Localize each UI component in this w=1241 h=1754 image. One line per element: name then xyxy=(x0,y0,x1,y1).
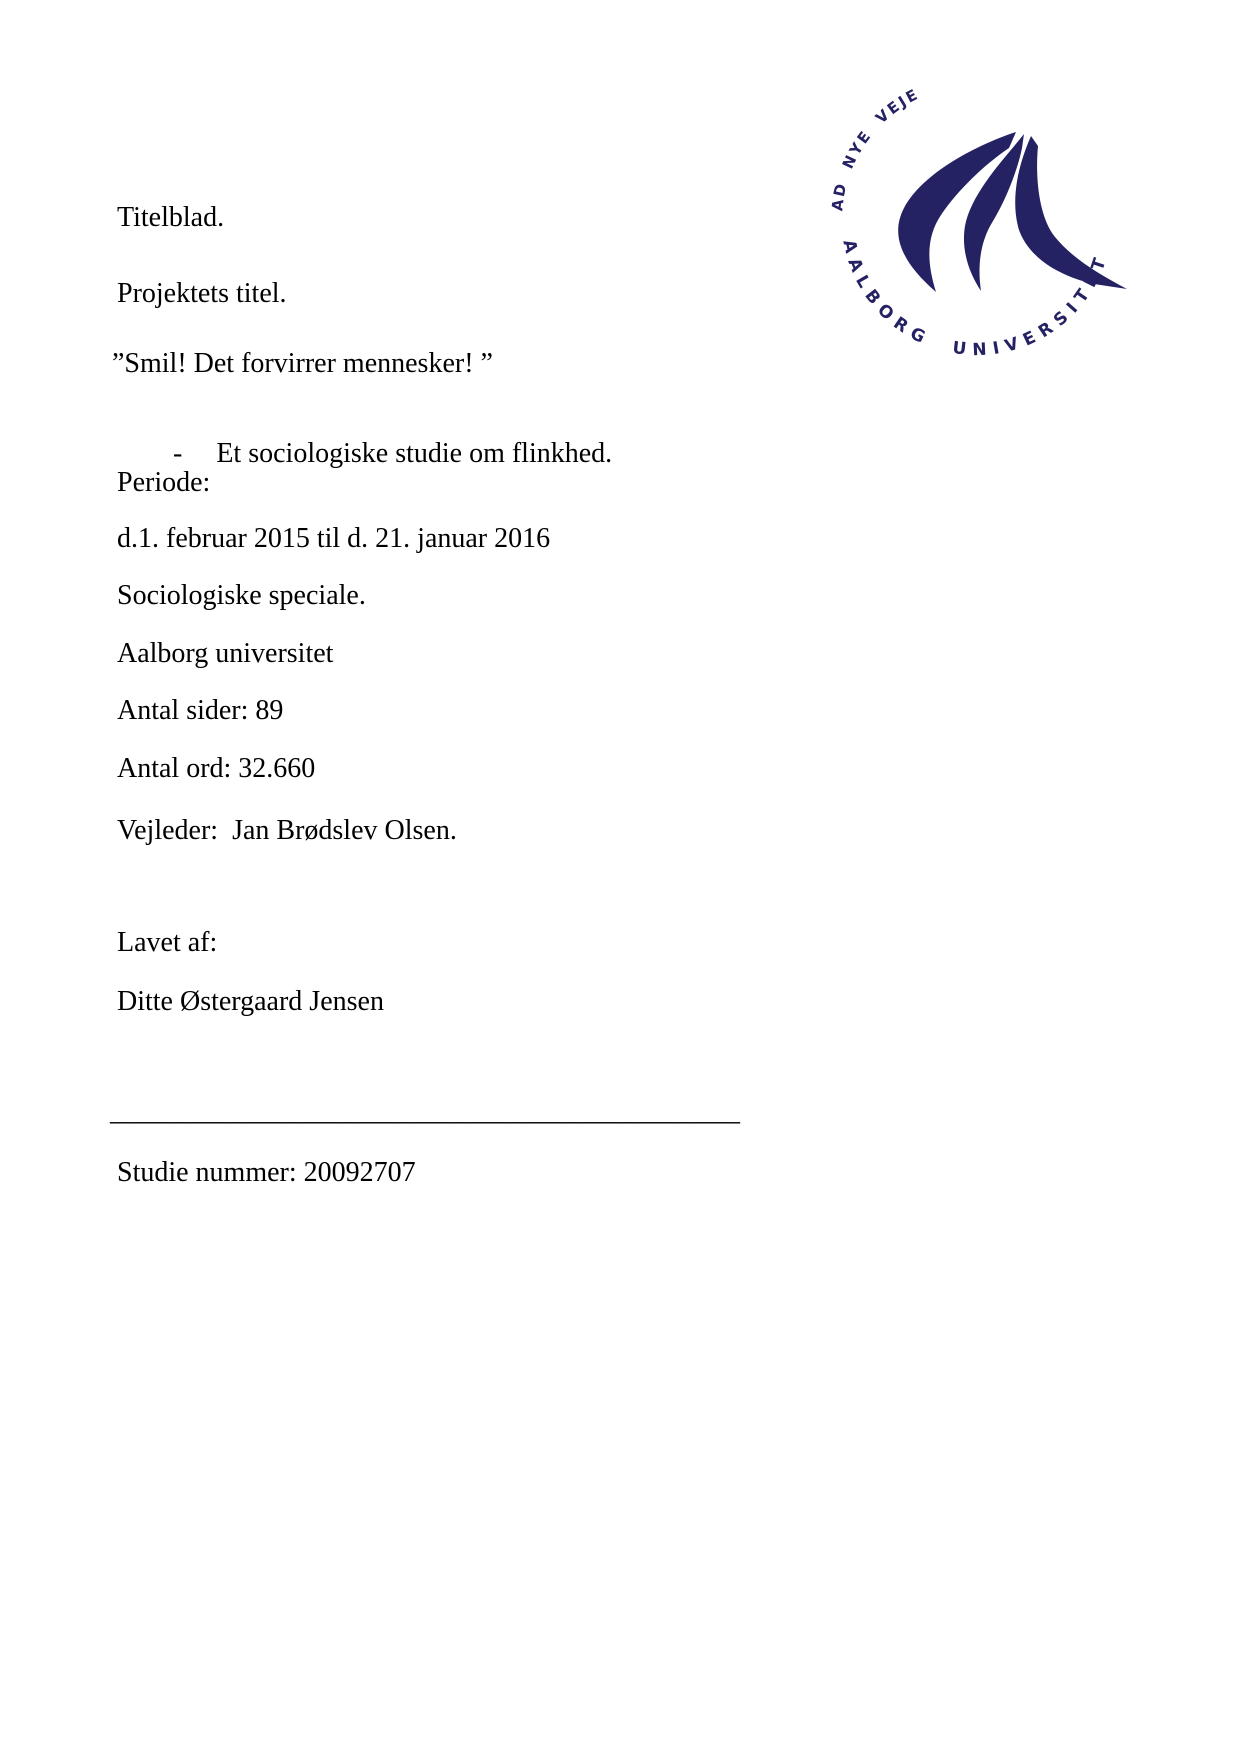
logo-motto-arc xyxy=(828,88,922,212)
thesis-type: Sociologiske speciale. xyxy=(117,580,366,611)
signature-line: _____________________________________________ xyxy=(110,1096,740,1127)
page-count: Antal sider: 89 xyxy=(117,695,284,726)
aau-logo xyxy=(819,88,1135,360)
page-title-line: Titelblad. xyxy=(117,202,225,233)
made-by-label: Lavet af: xyxy=(117,927,218,958)
thesis-title-quote: ”Smil! Det forvirrer mennesker! ” xyxy=(112,348,493,379)
logo-motto-text: AD NYE VEJE xyxy=(828,88,923,213)
thesis-subtitle: Et sociologiske studie om flinkhed. xyxy=(216,438,613,469)
aau-logo-svg xyxy=(819,88,1135,360)
student-number: Studie nummer: 20092707 xyxy=(117,1157,416,1188)
author-name: Ditte Østergaard Jensen xyxy=(117,986,384,1017)
period-value: d.1. februar 2015 til d. 21. januar 2016 xyxy=(117,523,551,554)
thesis-subtitle-line xyxy=(145,412,612,496)
supervisor: Vejleder: Jan Brødslev Olsen. xyxy=(117,815,457,846)
word-count: Antal ord: 32.660 xyxy=(117,753,316,784)
period-label: Periode: xyxy=(117,467,211,498)
university-name: Aalborg universitet xyxy=(117,638,334,669)
subtitle-dash: - xyxy=(173,438,183,469)
project-title-label: Projektets titel. xyxy=(117,278,287,309)
logo-name-text: AALBORG UNIVERSITET xyxy=(838,237,1113,360)
